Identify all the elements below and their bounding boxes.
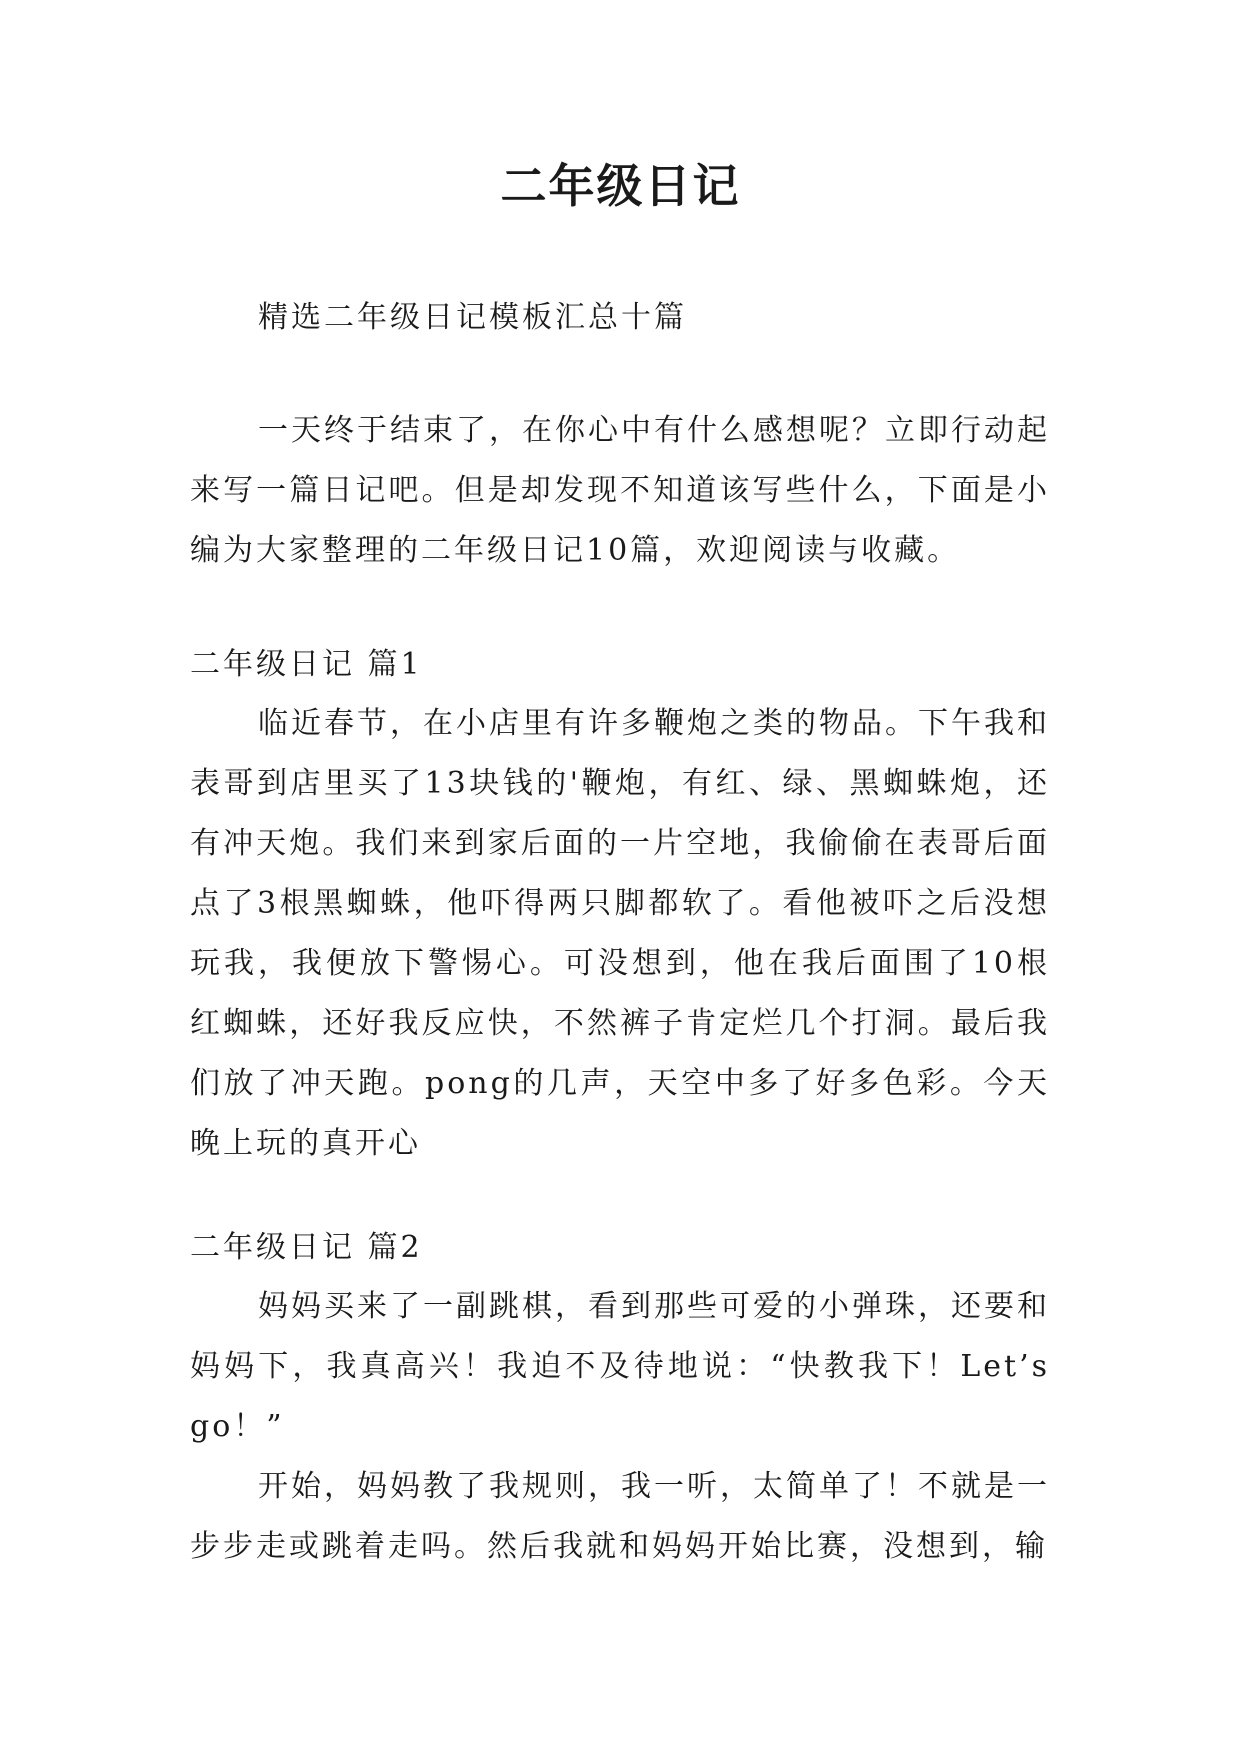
document-subtitle: 精选二年级日记模板汇总十篇 [258, 300, 687, 335]
section-2-paragraph-2: 开始，妈妈教了我规则，我一听，太简单了！不就是一步步走或跳着走吗。然后我就和妈妈开始比赛，没想到，输 [190, 1469, 1050, 1564]
section-heading-1: 二年级日记 篇1 [190, 647, 423, 682]
page-title: 二年级日记 [500, 159, 741, 213]
intro-paragraph: 一天终于结束了，在你心中有什么感想呢？立即行动起来写一篇日记吧。但是却发现不知道该写些什么，下面是小编为大家整理的二年级日记10篇，欢迎阅读与收藏。 [190, 413, 1050, 568]
section-1-paragraph-1: 临近春节，在小店里有许多鞭炮之类的物品。下午我和表哥到店里买了13块钱的'鞭炮，有红、绿、黑蜘蛛炮，还有冲天炮。我们来到家后面的一片空地，我偷偷在表哥后面点了3根黑蜘蛛，他吓得两只脚都软了。看他被吓之后没想玩我，我便放下警惕心。可没想到，他在我后面围了10根红蜘蛛，还好我反应快，不然裤子肯定烂几个打洞。最后我们放了冲天跑。pong的几声，天空中多了好多色彩。今天晚上玩的真开心 [190, 706, 1050, 1161]
section-heading-2: 二年级日记 篇2 [190, 1230, 423, 1265]
section-2-paragraph-1: 妈妈买来了一副跳棋，看到那些可爱的小弹珠，还要和妈妈下，我真高兴！我迫不及待地说：“快教我下！Let’s go！” [190, 1289, 1050, 1444]
